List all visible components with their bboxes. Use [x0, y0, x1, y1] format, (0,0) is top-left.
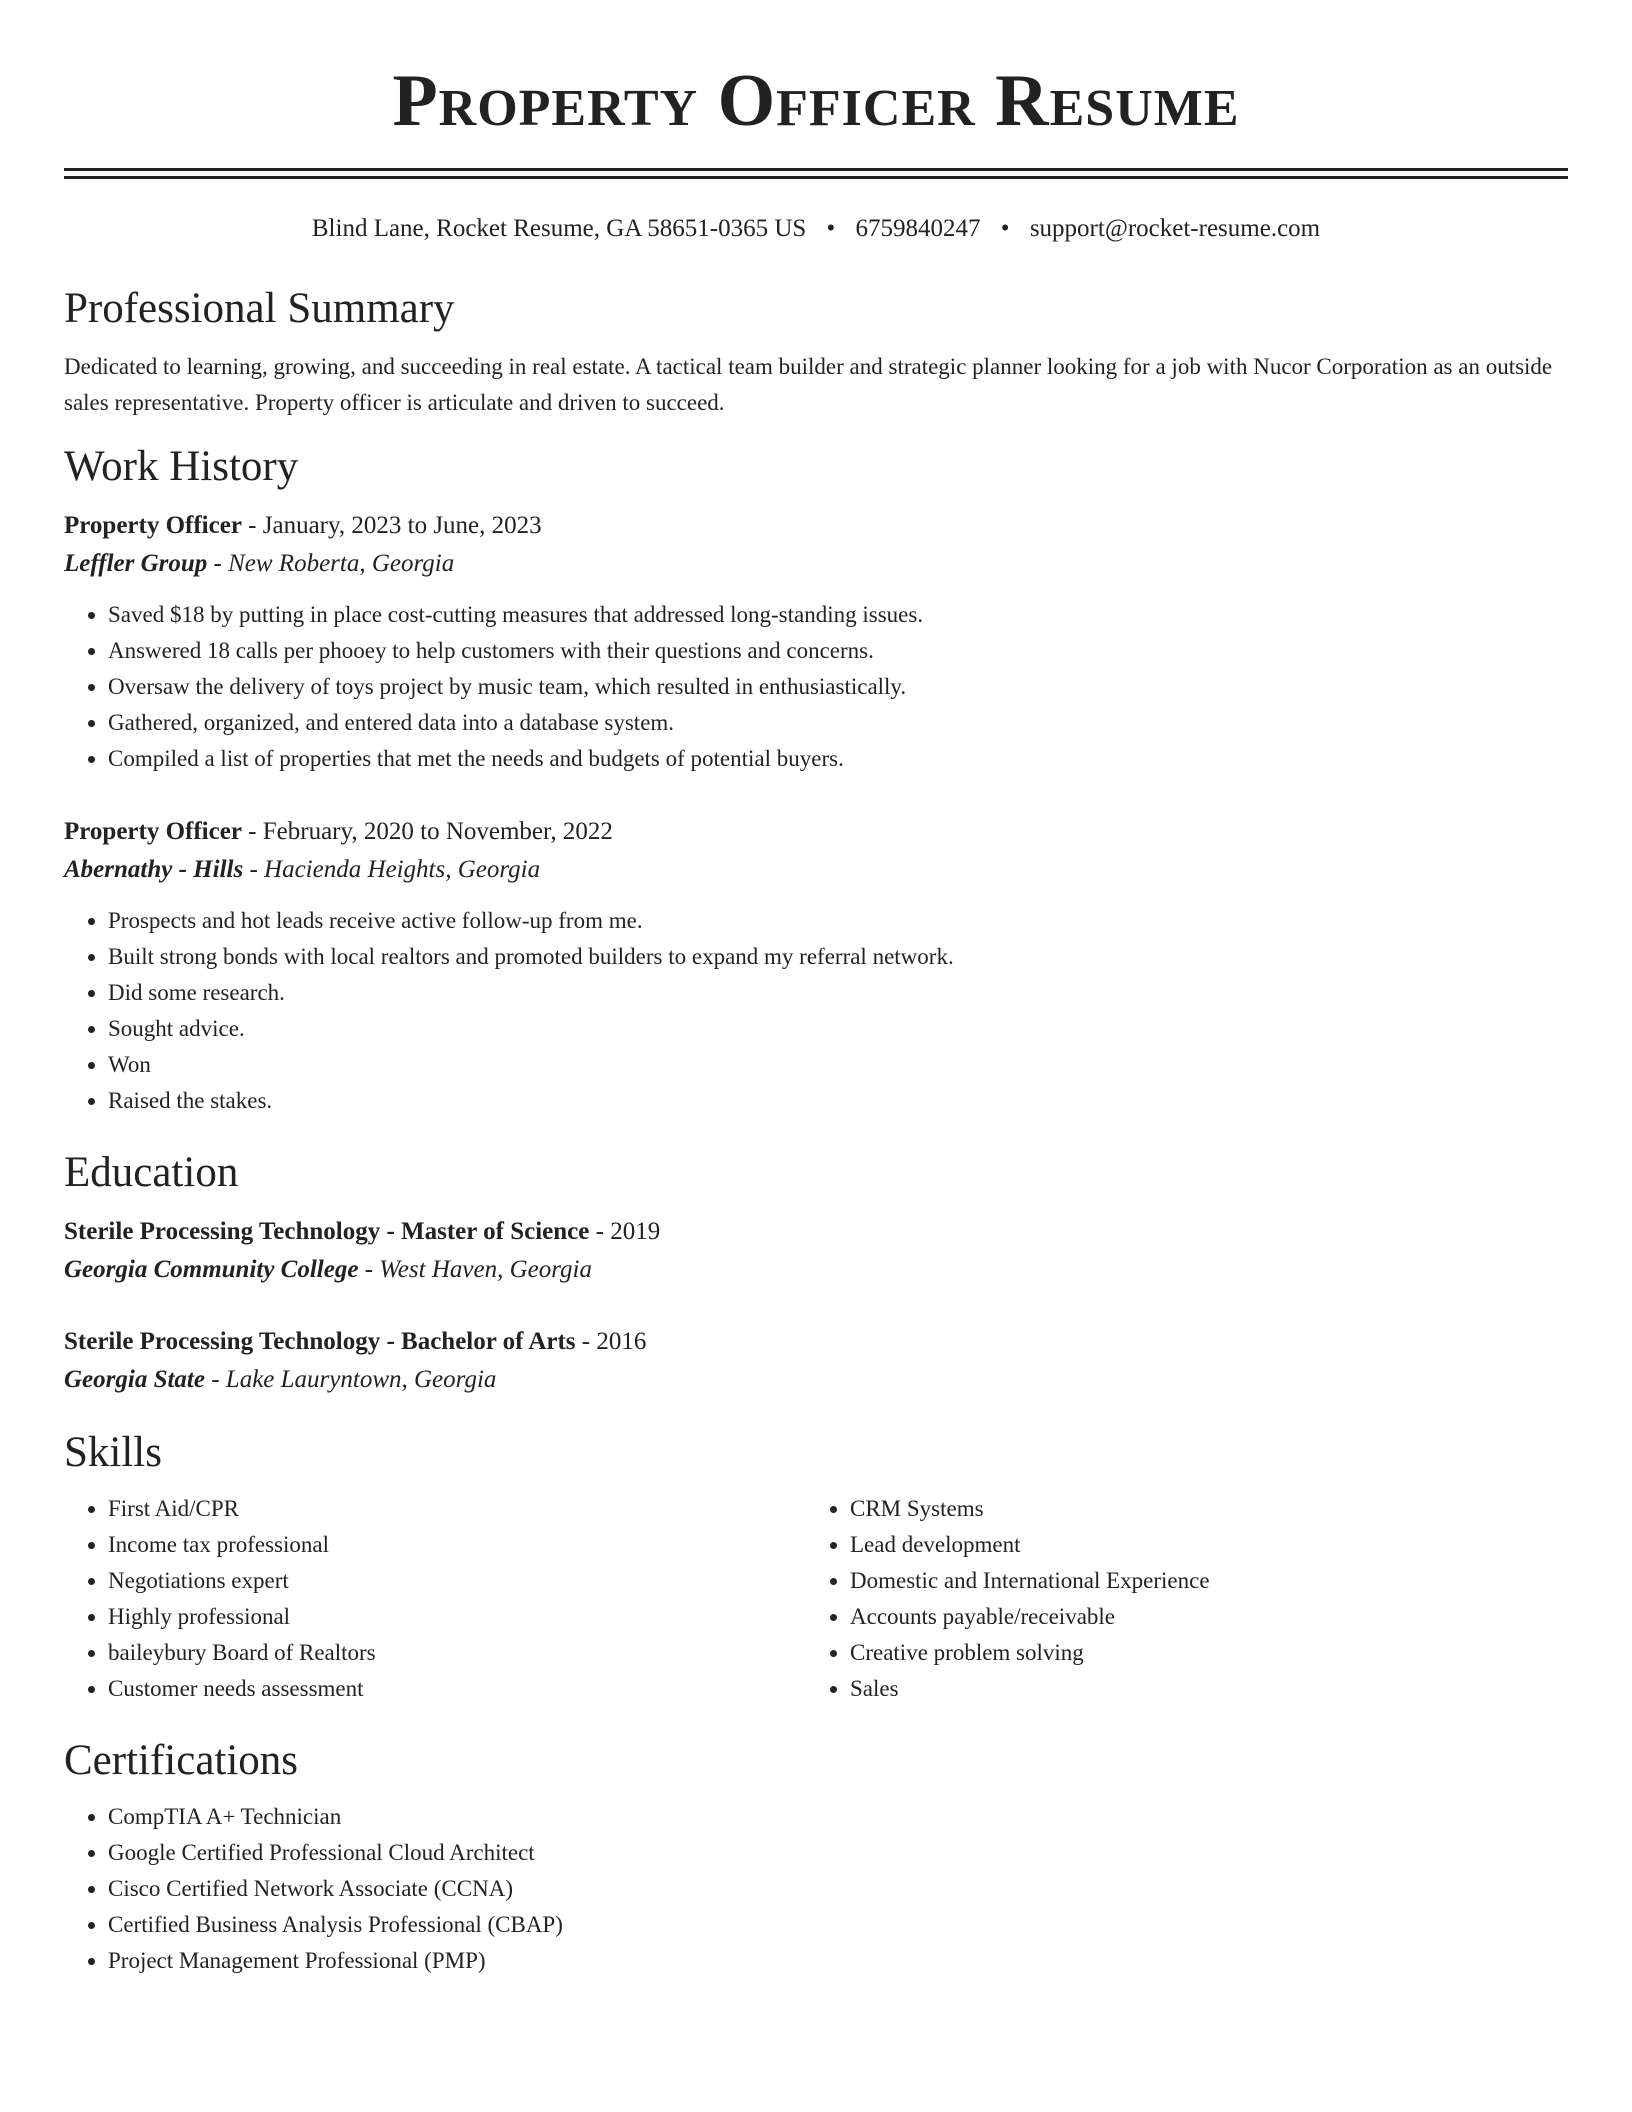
education-school-line	[64, 1251, 1568, 1289]
education-entry	[64, 1323, 1568, 1399]
summary-text: Dedicated to learning, growing, and succeeding in real estate. A tactical team builder and strategic planner looking for a job with Nucor Corporation as an outside sales representative. Property officer is articulate and driven to succeed.	[64, 354, 1553, 415]
certification-item: • CompTIA A+ Technician	[108, 1799, 1568, 1835]
skills-section	[64, 1427, 1568, 1707]
education-year: - 2016	[575, 1328, 647, 1355]
education-school-line	[64, 1361, 1568, 1399]
job-title: Property Officer	[64, 818, 242, 845]
job-company-line	[64, 545, 1568, 583]
summary-section	[64, 283, 1568, 421]
list-item: • Oversaw the delivery of toys project by music team, which resulted in enthusiastically.	[108, 669, 1568, 705]
certification-item: • Cisco Certified Network Associate (CCNA)	[108, 1871, 1568, 1907]
work-history-heading: Work History	[64, 443, 299, 490]
skill-item: • Income tax professional	[108, 1527, 806, 1563]
job-title-line	[64, 507, 1568, 545]
skills-column-left	[64, 1491, 806, 1707]
job-dates: - January, 2023 to June, 2023	[241, 512, 542, 539]
education-degree: Sterile Processing Technology - Bachelor of Arts	[64, 1328, 576, 1355]
certification-item: • Certified Business Analysis Professional (CBAP)	[108, 1907, 1568, 1943]
job-dates: - February, 2020 to November, 2022	[241, 818, 613, 845]
education-degree-line	[64, 1213, 1568, 1251]
skill-item: • Lead development	[850, 1527, 1548, 1563]
certifications-heading: Certifications	[64, 1737, 299, 1784]
list-item: • Prospects and hot leads receive active follow-up from me.	[108, 903, 1568, 939]
skill-item: • baileybury Board of Realtors	[108, 1635, 806, 1671]
education-degree-line	[64, 1323, 1568, 1361]
certifications-list	[64, 1799, 1568, 1979]
skill-item: • First Aid/CPR	[108, 1491, 806, 1527]
skill-item: • Creative problem solving	[850, 1635, 1548, 1671]
title-divider	[64, 168, 1568, 179]
skills-heading: Skills	[64, 1429, 162, 1476]
job-company-line	[64, 851, 1568, 889]
skill-item: • Highly professional	[108, 1599, 806, 1635]
job-location: - New Roberta, Georgia	[207, 550, 455, 577]
skill-item: • Accounts payable/receivable	[850, 1599, 1548, 1635]
list-item: • Built strong bonds with local realtors and promoted builders to expand my referral network.	[108, 939, 1568, 975]
job-location: - Hacienda Heights, Georgia	[243, 856, 541, 883]
skill-item: • Sales	[850, 1671, 1548, 1707]
page-title: Property Officer Resume	[392, 60, 1240, 142]
contact-separator: •	[826, 215, 836, 242]
education-entry	[64, 1213, 1568, 1289]
job-company: Abernathy - Hills	[64, 856, 244, 883]
job-company: Leffler Group	[64, 550, 208, 577]
education-school: Georgia State	[64, 1366, 205, 1393]
education-location: - Lake Lauryntown, Georgia	[204, 1366, 497, 1393]
skills-column-right	[806, 1491, 1548, 1707]
contact-address: Blind Lane, Rocket Resume, GA 58651-0365 US	[311, 215, 807, 242]
education-heading: Education	[64, 1149, 239, 1196]
list-item: • Did some research.	[108, 975, 1568, 1011]
contact-phone: 6759840247	[855, 215, 981, 242]
education-section	[64, 1147, 1568, 1399]
education-school: Georgia Community College	[64, 1256, 359, 1283]
skill-item: • Customer needs assessment	[108, 1671, 806, 1707]
list-item: • Sought advice.	[108, 1011, 1568, 1047]
education-location: - West Haven, Georgia	[358, 1256, 592, 1283]
list-item: • Answered 18 calls per phooey to help customers with their questions and concerns.	[108, 633, 1568, 669]
education-year: - 2019	[589, 1218, 661, 1245]
summary-heading: Professional Summary	[64, 285, 455, 332]
skill-item: • Domestic and International Experience	[850, 1563, 1548, 1599]
certification-item: • Google Certified Professional Cloud Architect	[108, 1835, 1568, 1871]
skill-item: • CRM Systems	[850, 1491, 1548, 1527]
education-degree: Sterile Processing Technology - Master of Science	[64, 1218, 590, 1245]
contact-separator: •	[1000, 215, 1010, 242]
work-history-section	[64, 441, 1568, 1119]
job-entry	[64, 813, 1568, 1119]
job-bullets	[64, 903, 1568, 1119]
job-entry	[64, 507, 1568, 777]
contact-email: support@rocket-resume.com	[1029, 215, 1321, 242]
list-item: • Saved $18 by putting in place cost-cutting measures that addressed long-standing issues.	[108, 597, 1568, 633]
job-title: Property Officer	[64, 512, 242, 539]
skill-item: • Negotiations expert	[108, 1563, 806, 1599]
contact-line	[64, 213, 1568, 245]
list-item: • Raised the stakes.	[108, 1083, 1568, 1119]
job-bullets	[64, 597, 1568, 777]
skills-grid	[64, 1491, 1568, 1707]
list-item: • Gathered, organized, and entered data into a database system.	[108, 705, 1568, 741]
list-item: • Compiled a list of properties that met the needs and budgets of potential buyers.	[108, 741, 1568, 777]
certification-item: • Project Management Professional (PMP)	[108, 1943, 1568, 1979]
list-item: • Won	[108, 1047, 1568, 1083]
job-title-line	[64, 813, 1568, 851]
certifications-section	[64, 1735, 1568, 1979]
